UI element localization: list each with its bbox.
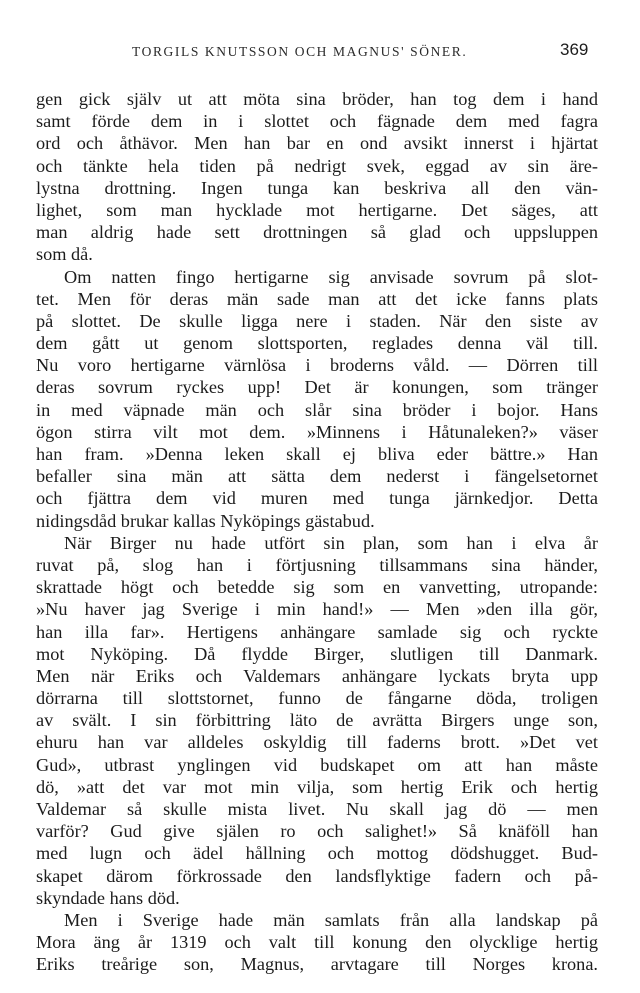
- text-line: tet. Men för deras män sade man att det icke fanns plats: [36, 288, 598, 309]
- page-number: 369: [560, 40, 589, 59]
- text-line: befaller sina män att sätta dem nederst i fängelsetornet: [36, 466, 598, 487]
- text-line: »Nu haver jag Sverige i min hand!» — Men »den illa gör,: [36, 599, 598, 620]
- text-line: Gud», utbrast ynglingen vid budskapet om att han måste: [36, 754, 598, 775]
- text-line: han fram. »Denna leken skall ej bliva eder bättre.» Han: [36, 444, 598, 464]
- text-line: in med väpnade män och slår sina bröder i bojor. Hans: [36, 399, 598, 420]
- text-line: ruvat på, slog han i förtjusning tillsammans sina händer,: [36, 554, 598, 575]
- text-line: man aldrig hade sett drottningen så glad och uppsluppen: [36, 222, 598, 243]
- text-line: skapet därom förkrossade den landsflyktige fadern och på-: [36, 865, 598, 886]
- text-line: Valdemar så skulle mista livet. Nu skall jag dö — men: [36, 799, 598, 819]
- text-line: När Birger nu hade utfört sin plan, som han i elva år: [64, 532, 598, 553]
- body-text: [36, 88, 598, 976]
- text-line: Om natten fingo hertigarne sig anvisade sovrum på slot-: [64, 266, 598, 287]
- text-line: Men när Eriks och Valdemars anhängare lyckats bryta upp: [36, 665, 598, 686]
- text-line: Men i Sverige hade män samlats från alla landskap på: [64, 909, 598, 930]
- text-line: ögon stirra vilt mot dem. »Minnens i Håtunaleken?» väser: [36, 421, 598, 442]
- text-line: Nu voro hertigarne värnlösa i broderns våld. — Dörren till: [36, 355, 598, 376]
- text-line: nidingsdåd brukar kallas Nyköpings gästabud.: [36, 510, 375, 531]
- text-line: lystna drottning. Ingen tunga kan beskriva all den vän-: [36, 177, 598, 198]
- text-line: av svält. I sin förbittring läto de avrätta Birgers unge son,: [36, 710, 598, 731]
- text-line: som då.: [36, 244, 93, 265]
- text-line: dö, »att det var mot min vilja, som hertig Erik och hertig: [36, 776, 598, 797]
- text-line: varför? Gud give själen ro och salighet!» Så knäföll han: [36, 821, 598, 842]
- text-line: deras sovrum ryckes upp! Det är konungen, som tränger: [36, 377, 598, 398]
- text-line: Mora äng år 1319 och valt till konung den olycklige hertig: [36, 932, 598, 953]
- text-line: på slottet. De skulle ligga nere i staden. När den siste av: [36, 310, 598, 331]
- text-line: gen gick själv ut att möta sina bröder, han tog dem i hand: [36, 89, 598, 109]
- text-line: skrattade högt och betedde sig som en vanvetting, utropande:: [36, 577, 598, 598]
- text-line: lighet, som man hycklade mot hertigarne. Det säges, att: [36, 199, 598, 220]
- text-line: dörrarna till slottstornet, funno de fångarne döda, troligen: [36, 688, 598, 709]
- text-line: skyndade hans död.: [36, 887, 180, 908]
- text-line: och tänkte hela tiden på nedrigt svek, eggad av sin äre-: [36, 155, 598, 176]
- text-line: ehuru han var alldeles oskyldig till faderns brott. »Det vet: [36, 732, 598, 753]
- text-line: och fjättra dem vid muren med tunga järnkedjor. Detta: [36, 488, 598, 509]
- running-header: TORGILS KNUTSSON OCH MAGNUS' SÖNER.: [132, 44, 468, 59]
- text-line: Eriks treårige son, Magnus, arvtagare till Norges krona.: [36, 954, 598, 975]
- text-line: dem gått ut genom slottsporten, reglades denna väl till.: [36, 333, 598, 354]
- text-line: med lugn och ädel hållning och mottog dödshugget. Bud-: [36, 843, 598, 864]
- text-line: han illa far». Hertigens anhängare samlade sig och ryckte: [36, 621, 598, 642]
- text-line: mot Nyköping. Då flydde Birger, slutligen till Danmark.: [36, 643, 598, 664]
- text-line: ord och åthävor. Men han bar en ond avsikt innerst i hjärtat: [36, 133, 598, 154]
- text-line: samt förde dem in i slottet och fägnade dem med fagra: [36, 111, 598, 132]
